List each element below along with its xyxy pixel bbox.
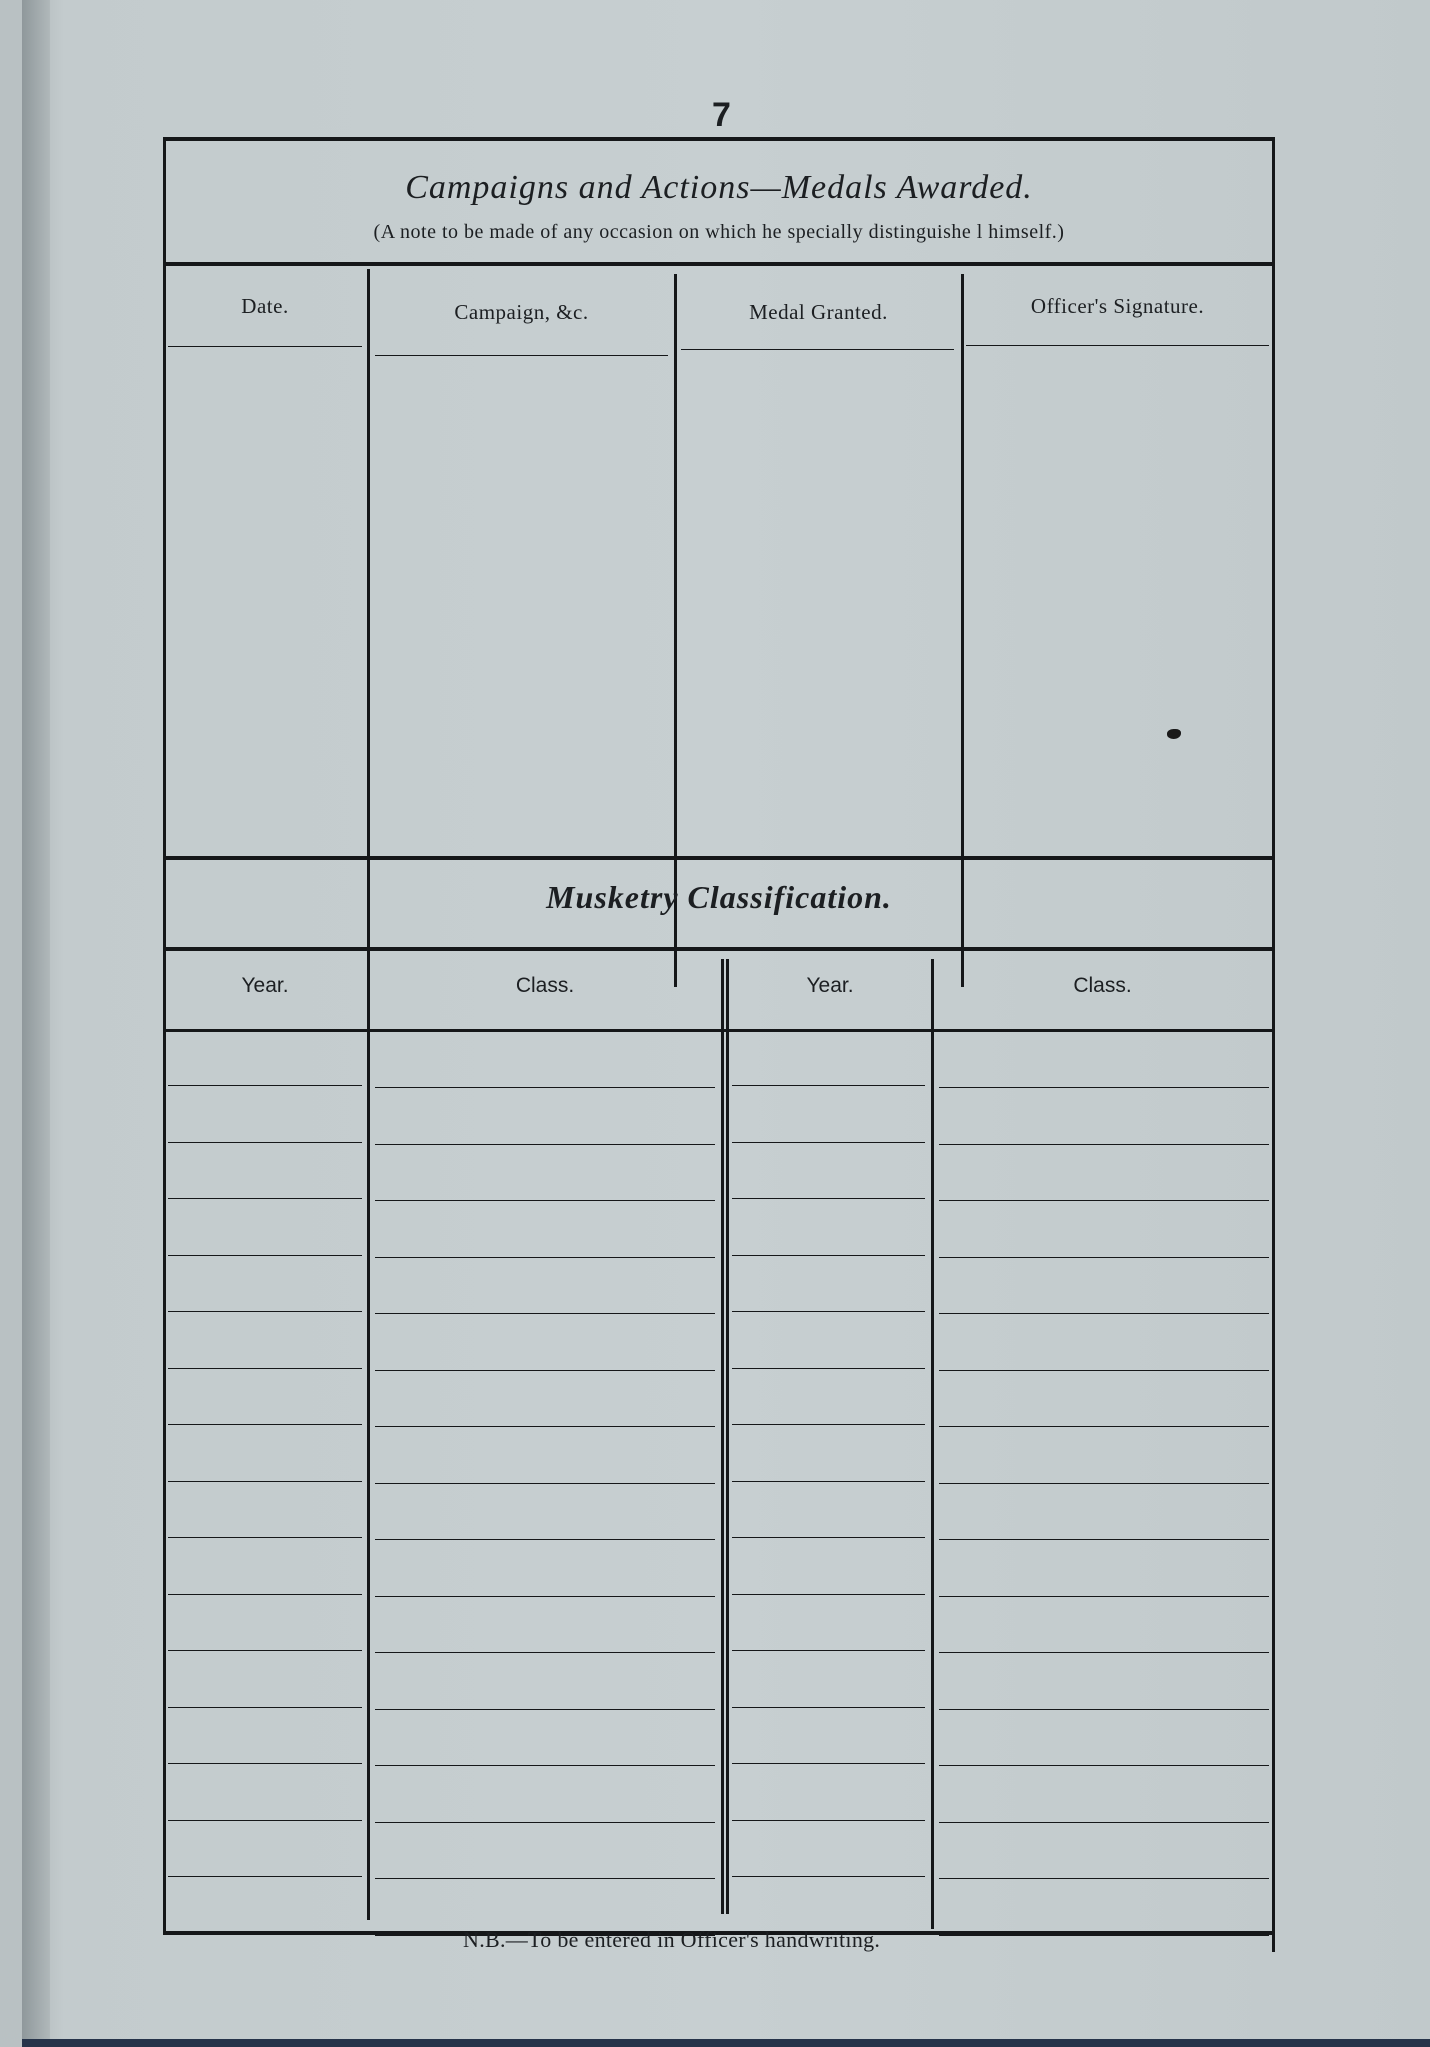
col-year-left: Year. <box>241 974 289 997</box>
footnote: N.B.—To be entered in Officer's handwriting. <box>463 1927 881 1952</box>
ruled-entry-line <box>168 1707 362 1708</box>
ruled-entry-line <box>168 1198 362 1199</box>
ruled-entry-line <box>168 1933 362 1934</box>
ruled-entry-line <box>168 1820 362 1821</box>
ruled-entry-line <box>375 1200 715 1201</box>
musketry-divider-double-a <box>721 959 724 1914</box>
ruled-entry-line <box>939 1596 1269 1597</box>
campaigns-divider-1 <box>367 269 370 981</box>
ruled-entry-line <box>732 1763 925 1764</box>
musketry-colhead-rule <box>163 1029 1275 1032</box>
ruled-entry-line <box>375 1878 715 1879</box>
book-spine-shadow <box>22 0 50 2047</box>
ruled-entry-line <box>375 1822 715 1823</box>
ruled-entry-line <box>375 1765 715 1766</box>
ruled-entry-line <box>375 1652 715 1653</box>
col-officer-signature: Officer's Signature. <box>1030 294 1205 318</box>
ruled-entry-line <box>375 1539 715 1540</box>
ruled-entry-line <box>939 1765 1269 1766</box>
ruled-entry-line <box>939 1144 1269 1145</box>
ruled-entry-line <box>375 1144 715 1145</box>
page-bottom-edge <box>22 2039 1430 2047</box>
page-number: 7 <box>712 96 731 134</box>
ruled-entry-line <box>375 1313 715 1314</box>
ruled-entry-line <box>375 1709 715 1710</box>
ruled-entry-line <box>732 1198 925 1199</box>
campaigns-colhead-underline-4 <box>966 345 1269 346</box>
musketry-divider-3 <box>931 959 934 1929</box>
ruled-entry-line <box>732 1537 925 1538</box>
ruled-entry-line <box>939 1822 1269 1823</box>
ruled-entry-line <box>168 1085 362 1086</box>
col-year-right: Year. <box>806 974 854 997</box>
ruled-entry-line <box>168 1763 362 1764</box>
ruled-entry-line <box>732 1311 925 1312</box>
campaigns-colhead-underline-3 <box>681 349 954 350</box>
musketry-header-rule <box>163 947 1275 951</box>
ruled-entry-line <box>375 1596 715 1597</box>
frame-top-rule <box>163 137 1275 141</box>
ruled-entry-line <box>168 1594 362 1595</box>
ruled-entry-line <box>939 1200 1269 1201</box>
col-date: Date. <box>241 294 289 318</box>
campaigns-subtitle: (A note to be made of any occasion on which he specially distinguishe l himself.) <box>373 221 1065 243</box>
ruled-entry-line <box>168 1876 362 1877</box>
musketry-top-rule <box>163 856 1275 860</box>
campaigns-colhead-underline-1 <box>168 346 362 347</box>
ruled-entry-line <box>939 1709 1269 1710</box>
ruled-entry-line <box>732 1368 925 1369</box>
frame-right-rule <box>1272 137 1275 1952</box>
ruled-entry-line <box>168 1537 362 1538</box>
col-class-right: Class. <box>1073 974 1132 997</box>
ruled-entry-line <box>732 1424 925 1425</box>
musketry-title: Musketry Classification. <box>546 879 892 915</box>
ruled-entry-line <box>732 1255 925 1256</box>
ruled-entry-line <box>168 1142 362 1143</box>
campaigns-colhead-underline-2 <box>375 355 668 356</box>
ruled-entry-line <box>375 1257 715 1258</box>
ruled-entry-line <box>168 1424 362 1425</box>
ruled-entry-line <box>732 1142 925 1143</box>
musketry-divider-1 <box>367 955 370 1920</box>
ruled-entry-line <box>732 1594 925 1595</box>
ruled-entry-line <box>732 1876 925 1877</box>
campaigns-title: Campaigns and Actions—Medals Awarded. <box>405 169 1033 206</box>
col-campaign: Campaign, &c. <box>454 300 589 324</box>
campaigns-header-rule <box>163 262 1275 266</box>
ruled-entry-line <box>375 1483 715 1484</box>
ruled-entry-line <box>939 1878 1269 1879</box>
ruled-entry-line <box>939 1087 1269 1088</box>
ruled-entry-line <box>939 1539 1269 1540</box>
ruled-entry-line <box>375 1087 715 1088</box>
musketry-divider-double-b <box>726 959 729 1914</box>
ruled-entry-line <box>168 1255 362 1256</box>
ruled-entry-line <box>939 1370 1269 1371</box>
ink-blot <box>1167 729 1181 739</box>
ruled-entry-line <box>375 1370 715 1371</box>
ruled-entry-line <box>168 1481 362 1482</box>
ruled-entry-line <box>939 1652 1269 1653</box>
ruled-entry-line <box>939 1313 1269 1314</box>
ruled-entry-line <box>939 1426 1269 1427</box>
ruled-entry-line <box>732 1085 925 1086</box>
ruled-entry-line <box>168 1368 362 1369</box>
ruled-entry-line <box>939 1483 1269 1484</box>
col-medal-granted: Medal Granted. <box>749 300 888 324</box>
record-form <box>163 137 1275 1952</box>
ruled-entry-line <box>732 1481 925 1482</box>
ruled-entry-line <box>732 1820 925 1821</box>
ruled-entry-line <box>375 1426 715 1427</box>
ruled-entry-line <box>939 1935 1269 1936</box>
ruled-entry-line <box>732 1707 925 1708</box>
col-class-left: Class. <box>515 974 575 997</box>
ruled-entry-line <box>168 1650 362 1651</box>
ruled-entry-line <box>939 1257 1269 1258</box>
frame-left-rule <box>163 137 166 1933</box>
ruled-entry-line <box>732 1650 925 1651</box>
ruled-entry-line <box>168 1311 362 1312</box>
